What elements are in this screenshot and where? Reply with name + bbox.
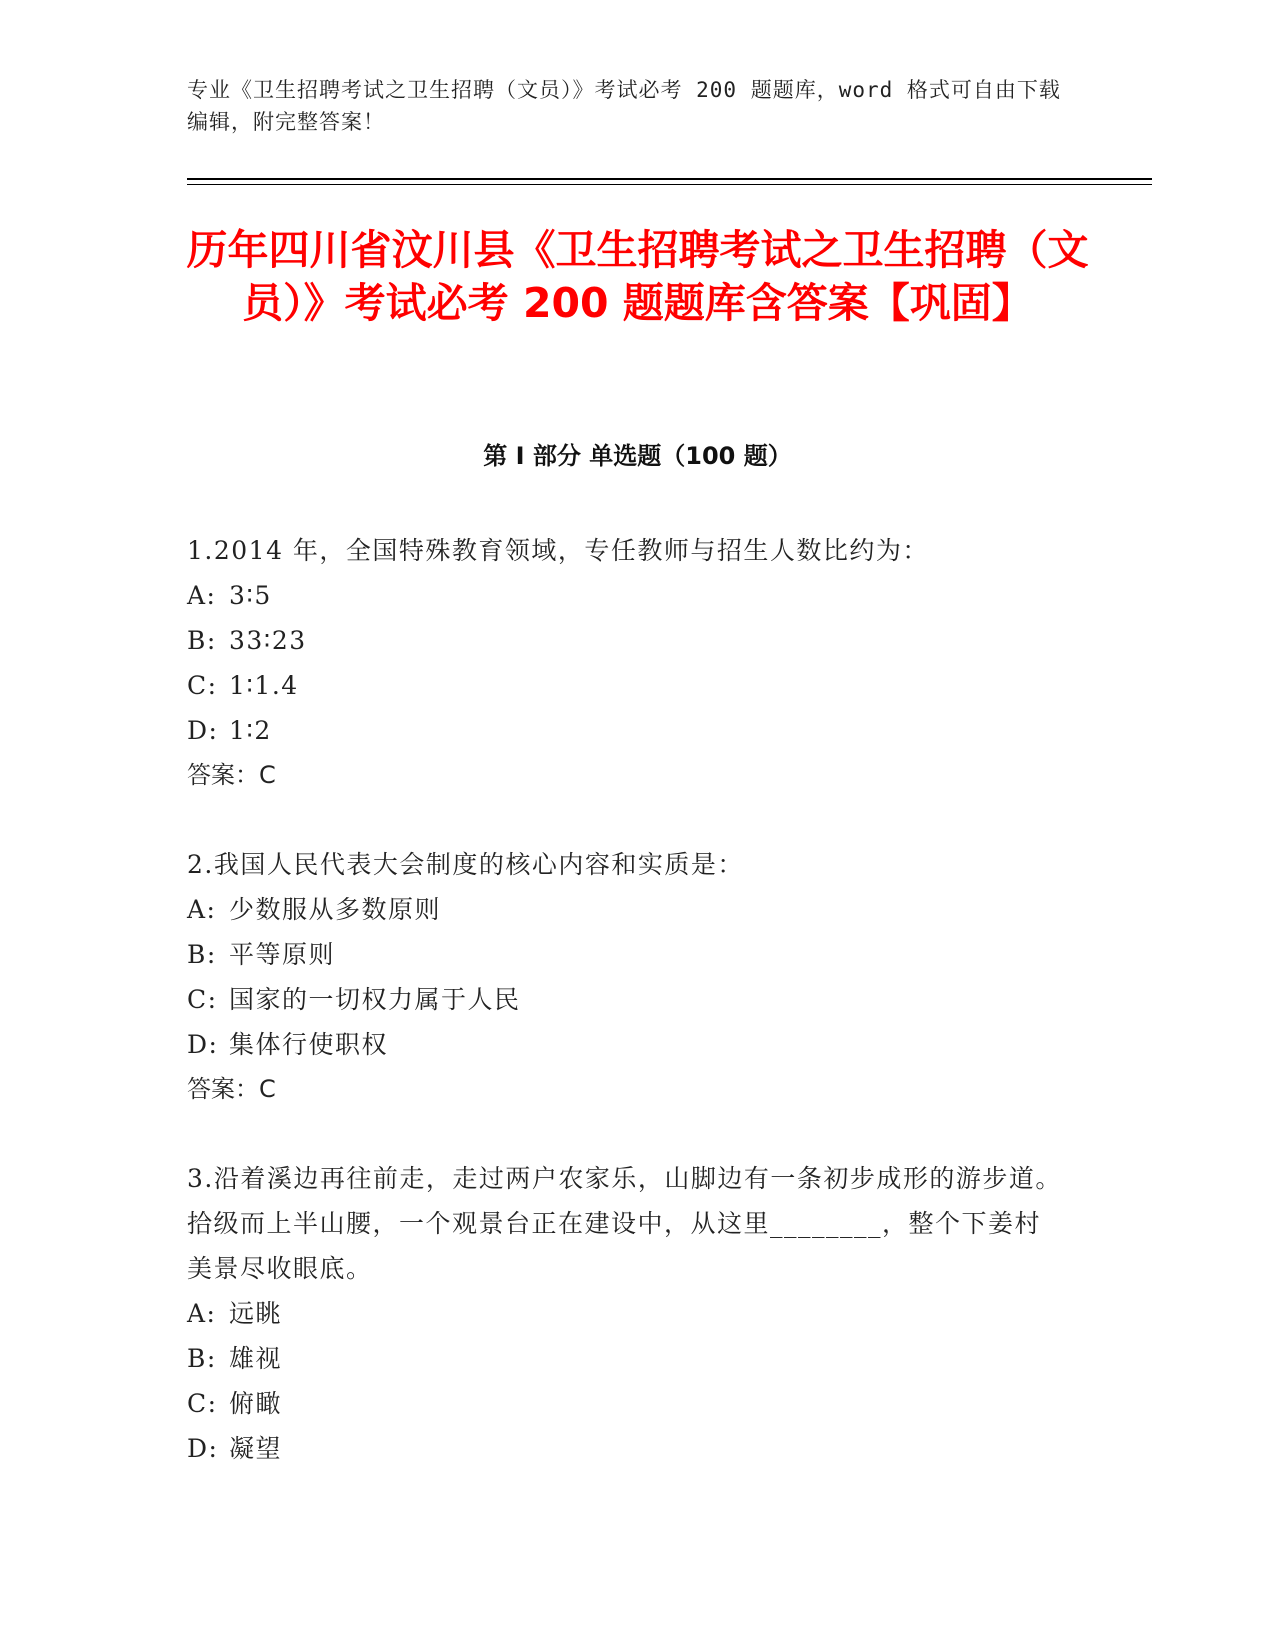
question-stem: 3.沿着溪边再往前走，走过两户农家乐，山脚边有一条初步成形的游步道。拾级而上半山腰，一个观景台正在建设中，从这里________，整个下姜村美景尽收眼底。 [187, 1164, 1062, 1283]
option-text: 平等原则 [229, 940, 336, 969]
option-c [187, 977, 1067, 1022]
option-b [187, 1336, 1067, 1381]
document-title: 历年四川省汶川县《卫生招聘考试之卫生招聘（文员）》考试必考 200 题题库含答案【巩固】 [186, 226, 1089, 327]
option-d [187, 1022, 1067, 1067]
header-divider-thin [187, 184, 1152, 185]
option-letter: C: [187, 671, 218, 700]
answer-line: 答案：C [187, 761, 276, 789]
section-title: 第 I 部分 单选题（100 题） [483, 442, 792, 470]
option-a [187, 573, 1067, 618]
option-letter: B: [187, 1344, 217, 1373]
option-text: 3∶5 [229, 581, 272, 610]
option-c [187, 1381, 1067, 1426]
option-letter: B: [187, 626, 217, 655]
option-text: 1∶1.4 [229, 671, 299, 700]
question-stem: 1.2014 年，全国特殊教育领域，专任教师与招生人数比约为： [187, 536, 929, 565]
option-text: 1∶2 [229, 716, 272, 745]
option-a [187, 1291, 1067, 1336]
option-text: 远眺 [229, 1299, 283, 1328]
option-b [187, 618, 1067, 663]
option-text: 集体行使职权 [229, 1030, 389, 1059]
option-text: 雄视 [229, 1344, 283, 1373]
option-text: 少数服从多数原则 [229, 895, 442, 924]
option-letter: D: [187, 1030, 219, 1059]
option-text: 凝望 [229, 1434, 283, 1463]
header-note: 专业《卫生招聘考试之卫生招聘（文员）》考试必考 200 题题库，word 格式可自由下载编辑，附完整答案！ [187, 78, 1061, 134]
question-1 [187, 528, 1067, 798]
question-stem: 2.我国人民代表大会制度的核心内容和实质是： [187, 850, 744, 879]
option-text: 俯瞰 [229, 1389, 283, 1418]
option-a [187, 887, 1067, 932]
option-c [187, 663, 1067, 708]
option-d [187, 708, 1067, 753]
question-2 [187, 842, 1067, 1112]
option-d [187, 1426, 1067, 1471]
option-letter: B: [187, 940, 217, 969]
option-letter: A: [187, 895, 217, 924]
option-letter: D: [187, 1434, 219, 1463]
option-b [187, 932, 1067, 977]
option-letter: A: [187, 1299, 217, 1328]
option-letter: D: [187, 716, 219, 745]
option-letter: A: [187, 581, 217, 610]
header-divider-thick [187, 178, 1152, 180]
question-list [187, 528, 1067, 1515]
option-text: 国家的一切权力属于人民 [229, 985, 521, 1014]
option-text: 33∶23 [229, 626, 307, 655]
question-3 [187, 1156, 1067, 1471]
option-letter: C: [187, 1389, 218, 1418]
answer-line: 答案：C [187, 1075, 276, 1103]
option-letter: C: [187, 985, 218, 1014]
